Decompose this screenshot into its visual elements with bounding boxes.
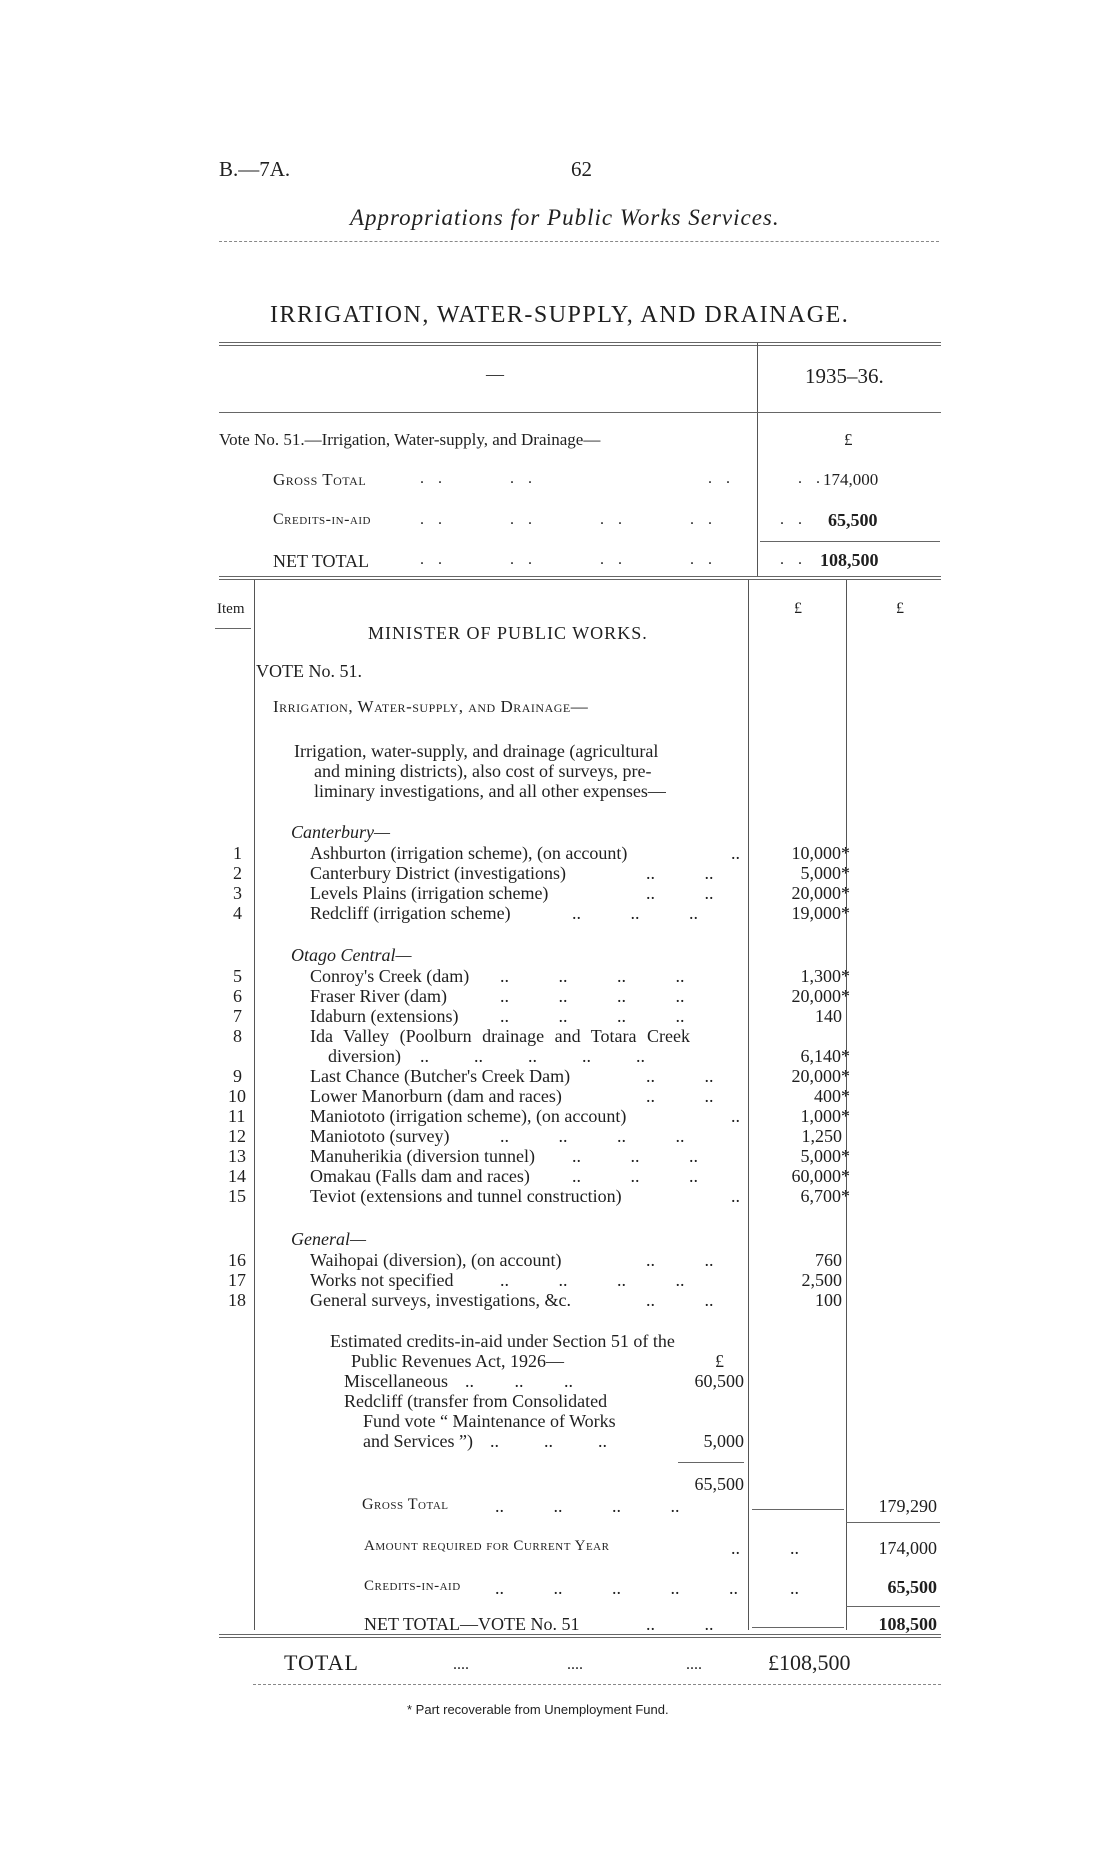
leader-dots: .. .. ..: [465, 1371, 573, 1391]
item-label: Manuherikia (diversion tunnel): [310, 1146, 535, 1166]
leader-dots: .. .. .. ..: [500, 1270, 685, 1290]
leader-dots: ....: [686, 1656, 702, 1673]
amount-column-divider: [748, 580, 749, 1630]
item-label: Last Chance (Butcher's Creek Dam): [310, 1066, 571, 1086]
leader-dots: .. ..: [646, 863, 714, 883]
leader-dots: .. .. .. ..: [500, 986, 685, 1006]
credits-redcliff-line: and Services ”): [363, 1431, 473, 1451]
item-number: 14: [228, 1166, 246, 1186]
leader-dots: .. ..: [646, 1614, 714, 1634]
summary-currency: £: [844, 430, 853, 449]
leader-dots: .. ..: [646, 1066, 714, 1086]
summary-credits-value: 65,500: [828, 510, 878, 530]
description-line: and mining districts), also cost of surveys, pre-: [314, 761, 652, 781]
summary-top-rule: [219, 342, 941, 343]
item-number: 2: [233, 863, 242, 883]
item-label-continued: diversion): [328, 1046, 401, 1066]
summary-year-header: 1935–36.: [805, 364, 884, 388]
summary-dash: —: [486, 364, 504, 384]
leader-dots: .. .. ..: [490, 1431, 607, 1451]
item-number: 3: [233, 883, 242, 903]
summary-net-label: NET TOTAL: [273, 551, 370, 571]
leader-dots: ..: [790, 1538, 799, 1558]
group-heading-general: General—: [291, 1229, 366, 1249]
credits-note-currency: £: [715, 1351, 724, 1371]
minister-heading: MINISTER OF PUBLIC WORKS.: [368, 623, 648, 643]
item-label: Waihopai (diversion), (on account): [310, 1250, 562, 1270]
summary-vote-line: Vote No. 51.—Irrigation, Water-supply, and Drainage—: [219, 430, 601, 449]
item-number: 6: [233, 986, 242, 1006]
credits-redcliff-value: 5,000: [703, 1431, 744, 1451]
leader-dots: .. .. .. ..: [495, 1496, 680, 1516]
item-label: Ashburton (irrigation scheme), (on account): [310, 843, 628, 863]
item-amount: 400*: [814, 1086, 850, 1106]
credits-redcliff-line: Redcliff (transfer from Consolidated: [344, 1391, 608, 1411]
page-subtitle: Appropriations for Public Works Services.: [350, 205, 780, 230]
item-number: 11: [228, 1106, 246, 1126]
item-amount: 20,000*: [791, 1066, 850, 1086]
detail-credits-value: 65,500: [887, 1577, 937, 1597]
item-amount: 60,000*: [791, 1166, 850, 1186]
leader-dots: .. .. .. .. ..: [420, 551, 816, 568]
group-heading-canterbury: Canterbury—: [291, 822, 390, 842]
credits-misc-label: Miscellaneous: [344, 1371, 448, 1391]
table-bottom-rule-2: [219, 1637, 941, 1638]
gross-sum-rule: [846, 1522, 940, 1523]
item-number: 13: [228, 1146, 246, 1166]
item-amount: 100: [815, 1290, 842, 1310]
item-amount: 5,000*: [800, 1146, 850, 1166]
item-amount: 10,000*: [791, 843, 850, 863]
item-label: Works not specified: [310, 1270, 454, 1290]
leader-dots: ..: [731, 1186, 740, 1206]
item-label: Maniototo (survey): [310, 1126, 450, 1146]
vote-subheading: Irrigation, Water-supply, and Drainage—: [273, 697, 589, 716]
main-title: IRRIGATION, WATER-SUPPLY, AND DRAINAGE.: [270, 302, 850, 328]
credits-misc-value: 60,500: [694, 1371, 744, 1391]
item-label: Conroy's Creek (dam): [310, 966, 470, 986]
leader-dots: ..: [731, 1106, 740, 1126]
item-amount: 140: [815, 1006, 842, 1026]
item-header: Item: [217, 601, 245, 617]
item-number: 12: [228, 1126, 246, 1146]
leader-dots: .. .. .. .. ..: [495, 1578, 738, 1598]
table-bottom-rule: [219, 1634, 941, 1635]
leader-dots: .. .. .. ..: [500, 1126, 685, 1146]
summary-header-rule: [219, 412, 941, 413]
footnote: * Part recoverable from Unemployment Fund.: [407, 1702, 669, 1717]
detail-net-label: NET TOTAL—VOTE No. 51: [364, 1614, 580, 1634]
leader-dots: ....: [453, 1656, 469, 1673]
group-heading-otago-central: Otago Central—: [291, 945, 412, 965]
leader-dots: .. ..: [646, 1086, 714, 1106]
item-number: 1: [233, 843, 242, 863]
leader-dots: .. .. .. ..: [420, 470, 834, 487]
item-label: Teviot (extensions and tunnel construction): [310, 1186, 622, 1206]
summary-column-divider: [757, 343, 758, 576]
item-amount: 1,250: [801, 1126, 842, 1146]
leader-dots: .. .. ..: [572, 1166, 698, 1186]
summary-credits-label: Credits-in-aid: [273, 511, 371, 528]
item-amount: 6,140*: [800, 1046, 850, 1066]
item-number: 7: [233, 1006, 242, 1026]
summary-gross-value: 174,000: [823, 470, 879, 489]
net-rule: [752, 1627, 844, 1628]
leader-dots: .. .. .. ..: [500, 1006, 685, 1026]
leader-dots: .. ..: [646, 1290, 714, 1310]
summary-bottom-rule-2: [219, 579, 941, 580]
credits-note-line: Public Revenues Act, 1926—: [351, 1351, 564, 1371]
detail-credits-label: Credits-in-aid: [364, 1578, 461, 1594]
description-line: liminary investigations, and all other expenses—: [314, 781, 666, 801]
item-header-rule: [215, 628, 251, 629]
item-number: 9: [233, 1066, 242, 1086]
leader-dots: ....: [567, 1656, 583, 1673]
item-amount: 2,500: [801, 1270, 842, 1290]
item-number: 16: [228, 1250, 246, 1270]
item-label: Redcliff (irrigation scheme): [310, 903, 511, 923]
detail-amount-required-value: 174,000: [878, 1538, 937, 1558]
item-amount: 19,000*: [791, 903, 850, 923]
summary-gross-label: Gross Total: [273, 470, 367, 489]
item-label: Maniototo (irrigation scheme), (on account): [310, 1106, 627, 1126]
grand-total-value: £108,500: [768, 1650, 851, 1675]
leader-dots: .. ..: [646, 1250, 714, 1270]
credits-note-line: Estimated credits-in-aid under Section 51 of the: [330, 1331, 675, 1351]
item-label: Ida Valley (Poolburn drainage and Totara Creek: [310, 1026, 690, 1046]
leader-dots: .. .. ..: [572, 903, 698, 923]
item-number: 4: [233, 903, 242, 923]
summary-net-value: 108,500: [820, 550, 879, 570]
item-label: Omakau (Falls dam and races): [310, 1166, 530, 1186]
leader-dots: .. .. .. .. ..: [420, 511, 816, 528]
detail-currency-2: £: [896, 600, 904, 617]
leader-dots: .. .. .. .. ..: [420, 1046, 645, 1066]
description-line: Irrigation, water-supply, and drainage (agricultural: [294, 741, 659, 761]
item-number: 10: [228, 1086, 246, 1106]
grand-total-rule: [253, 1684, 941, 1685]
detail-currency-1: £: [794, 600, 802, 617]
leader-dots: .. .. .. ..: [500, 966, 685, 986]
leader-dots: ..: [731, 843, 740, 863]
rule: [219, 241, 939, 242]
item-amount: 1,300*: [800, 966, 850, 986]
item-label: Canterbury District (investigations): [310, 863, 566, 883]
item-number: 18: [228, 1290, 246, 1310]
item-number: 8: [233, 1026, 242, 1046]
item-number: 5: [233, 966, 242, 986]
leader-dots: ..: [731, 1538, 740, 1558]
item-amount: 760: [815, 1250, 842, 1270]
leader-dots: ..: [790, 1578, 799, 1598]
item-column-divider: [254, 580, 255, 1630]
item-label: Levels Plains (irrigation scheme): [310, 883, 549, 903]
detail-amount-required-label: Amount required for Current Year: [364, 1538, 610, 1554]
credits-sum-rule: [678, 1462, 744, 1463]
leader-dots: .. ..: [646, 883, 714, 903]
item-number: 17: [228, 1270, 246, 1290]
detail-gross-label: Gross Total: [362, 1496, 449, 1513]
credits-redcliff-line: Fund vote “ Maintenance of Works: [363, 1411, 616, 1431]
item-label: General surveys, investigations, &c.: [310, 1290, 571, 1310]
grand-total-label: TOTAL: [284, 1650, 359, 1675]
page-number: 62: [571, 157, 592, 181]
page-reference: B.—7A.: [219, 157, 291, 181]
summary-bottom-rule: [219, 576, 941, 577]
item-amount: 6,700*: [800, 1186, 850, 1206]
detail-gross-value: 179,290: [878, 1496, 937, 1516]
summary-sum-rule: [760, 541, 940, 542]
gross-rule: [752, 1509, 844, 1510]
summary-top-rule-2: [219, 345, 941, 346]
detail-net-value: 108,500: [878, 1614, 937, 1634]
item-amount: 5,000*: [800, 863, 850, 883]
item-label: Lower Manorburn (dam and races): [310, 1086, 562, 1106]
item-amount: 1,000*: [800, 1106, 850, 1126]
leader-dots: .. .. ..: [572, 1146, 698, 1166]
item-label: Fraser River (dam): [310, 986, 447, 1006]
item-amount: 20,000*: [791, 986, 850, 1006]
vote-heading: VOTE No. 51.: [256, 661, 362, 681]
item-label: Idaburn (extensions): [310, 1006, 459, 1026]
item-amount: 20,000*: [791, 883, 850, 903]
credits-subtotal: 65,500: [694, 1474, 744, 1494]
credits-sum-rule: [846, 1606, 940, 1607]
item-number: 15: [228, 1186, 246, 1206]
